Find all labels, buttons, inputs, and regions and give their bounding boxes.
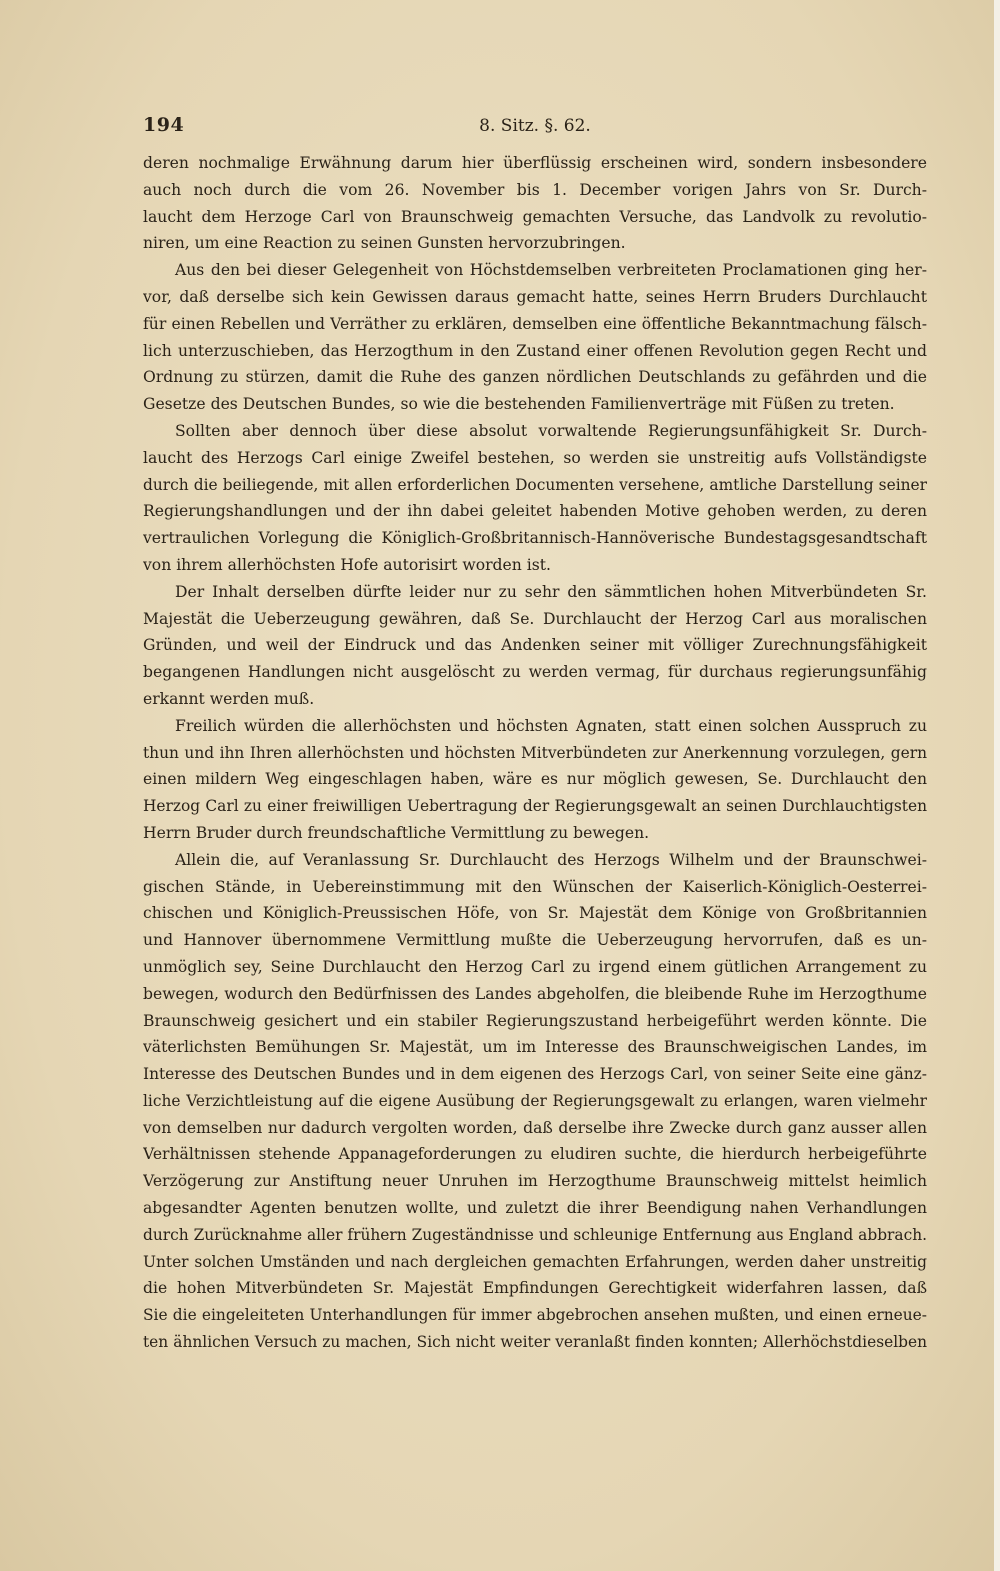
text-line: von demselben nur dadurch vergolten worden, daß derselbe ihre Zwecke durch ganz ausser allen [143, 1118, 927, 1137]
text-line: gischen Stände, in Uebereinstimmung mit den Wünschen der Kaiserlich-Königlich-Oesterrei- [143, 877, 927, 896]
text-line: laucht des Herzogs Carl einige Zweifel bestehen, so werden sie unstreitig aufs Vollständigste [143, 448, 927, 467]
text-line: Herrn Bruder durch freundschaftliche Vermittlung zu bewegen. [143, 823, 650, 842]
text-line: Majestät die Ueberzeugung gewähren, daß Se. Durchlaucht der Herzog Carl aus moralischen [143, 609, 927, 628]
page-number: 194 [143, 114, 185, 136]
text-line: laucht dem Herzoge Carl von Braunschweig gemachten Versuche, das Landvolk zu revolutio- [143, 207, 927, 226]
text-line: liche Verzichtleistung auf die eigene Ausübung der Regierungsgewalt zu erlangen, waren vielmehr [143, 1091, 927, 1110]
text-line: Unter solchen Umständen und nach dergleichen gemachten Erfahrungen, werden daher unstreitig [143, 1252, 927, 1271]
text-line: Verhältnissen stehende Appanageforderungen zu eludiren suchte, die hierdurch herbeigeführte [143, 1145, 927, 1164]
text-line: für einen Rebellen und Verräther zu erklären, demselben eine öffentliche Bekanntmachung fälsch- [143, 314, 927, 333]
text-line: auch noch durch die vom 26. November bis 1. December vorigen Jahrs von Sr. Durch- [143, 180, 927, 199]
text-line: bewegen, wodurch den Bedürfnissen des Landes abgeholfen, die bleibende Ruhe im Herzogthume [143, 984, 927, 1003]
text-line: Allein die, auf Veranlassung Sr. Durchlaucht des Herzogs Wilhelm und der Braunschwei- [175, 850, 927, 869]
text-line: chischen und Königlich-Preussischen Höfe, von Sr. Majestät dem Könige von Großbritannien [143, 904, 927, 923]
text-line: erkannt werden muß. [143, 689, 315, 708]
text-line: vor, daß derselbe sich kein Gewissen daraus gemacht hatte, seines Herrn Bruders Durchlaucht [143, 287, 927, 306]
body-text [143, 150, 927, 1356]
text-line: deren nochmalige Erwähnung darum hier überflüssig erscheinen wird, sondern insbesondere [143, 154, 927, 172]
text-line: durch die beiliegende, mit allen erforderlichen Documenten versehene, amtliche Darstellung seiner [143, 475, 927, 494]
text-line: Sollten aber dennoch über diese absolut vorwaltende Regierungsunfähigkeit Sr. Durch- [175, 421, 927, 440]
text-line: vertraulichen Vorlegung die Königlich-Großbritannisch-Hannöverische Bundestagsgesandtschaft [143, 529, 927, 548]
text-line: väterlichsten Bemühungen Sr. Majestät, um im Interesse des Braunschweigischen Landes, im [143, 1038, 927, 1057]
page-header [143, 114, 927, 144]
text-line: abgesandter Agenten benutzen wollte, und zuletzt die ihrer Beendigung nahen Verhandlungen [143, 1199, 927, 1218]
text-line: Ordnung zu stürzen, damit die Ruhe des ganzen nördlichen Deutschlands zu gefährden und die [143, 368, 927, 387]
text-line: Regierungshandlungen und der ihn dabei geleitet habenden Motive gehoben werden, zu deren [143, 502, 927, 521]
text-line: Gründen, und weil der Eindruck und das Andenken seiner mit völliger Zurechnungsfähigkeit [143, 636, 927, 655]
text-line: niren, um eine Reaction zu seinen Gunsten hervorzubringen. [143, 234, 626, 253]
text-line: und Hannover übernommene Vermittlung mußte die Ueberzeugung hervorrufen, daß es un- [143, 931, 927, 950]
text-line: Aus den bei dieser Gelegenheit von Höchstdemselben verbreiteten Proclamationen ging her- [175, 261, 927, 280]
text-line: lich unterzuschieben, das Herzogthum in den Zustand einer offenen Revolution gegen Recht und [143, 341, 927, 360]
text-line: Herzog Carl zu einer freiwilligen Uebertragung der Regierungsgewalt an seinen Durchlauchtigsten [143, 797, 927, 816]
text-line: einen mildern Weg eingeschlagen haben, wäre es nur möglich gewesen, Se. Durchlaucht den [143, 770, 927, 789]
text-line: unmöglich sey, Seine Durchlaucht den Herzog Carl zu irgend einem gütlichen Arrangement zu [143, 957, 927, 976]
running-head: 8. Sitz. §. 62. [479, 116, 591, 136]
text-line: durch Zurücknahme aller frühern Zugeständnisse und schleunige Entfernung aus England abbrach. [143, 1225, 927, 1244]
text-line: die hohen Mitverbündeten Sr. Majestät Empfindungen Gerechtigkeit widerfahren lassen, daß [143, 1279, 927, 1298]
text-line: thun und ihn Ihren allerhöchsten und höchsten Mitverbündeten zur Anerkennung vorzulegen, gern [143, 743, 927, 762]
text-line: Sie die eingeleiteten Unterhandlungen für immer abgebrochen ansehen mußten, und einen erneue- [143, 1306, 927, 1325]
text-line: begangenen Handlungen nicht ausgelöscht zu werden vermag, für durchaus regierungsunfähig [143, 663, 927, 682]
text-line: Verzögerung zur Anstiftung neuer Unruhen im Herzogthume Braunschweig mittelst heimlich [143, 1172, 927, 1191]
text-line: Gesetze des Deutschen Bundes, so wie die bestehenden Familienverträge mit Füßen zu treten. [143, 395, 895, 414]
text-line: Der Inhalt derselben dürfte leider nur zu sehr den sämmtlichen hohen Mitverbündeten Sr. [175, 582, 927, 601]
page-edge [994, 0, 1000, 1571]
text-line: ten ähnlichen Versuch zu machen, Sich nicht weiter veranlaßt finden konnten; Allerhöchstdieselben [143, 1333, 927, 1352]
text-line: Interesse des Deutschen Bundes und in dem eigenen des Herzogs Carl, von seiner Seite eine gänz- [143, 1065, 927, 1084]
text-line: von ihrem allerhöchsten Hofe autorisirt worden ist. [143, 555, 551, 574]
text-line: Braunschweig gesichert und ein stabiler Regierungszustand herbeigeführt werden könnte. Die [143, 1011, 927, 1030]
text-line: Freilich würden die allerhöchsten und höchsten Agnaten, statt einen solchen Ausspruch zu [175, 716, 927, 735]
